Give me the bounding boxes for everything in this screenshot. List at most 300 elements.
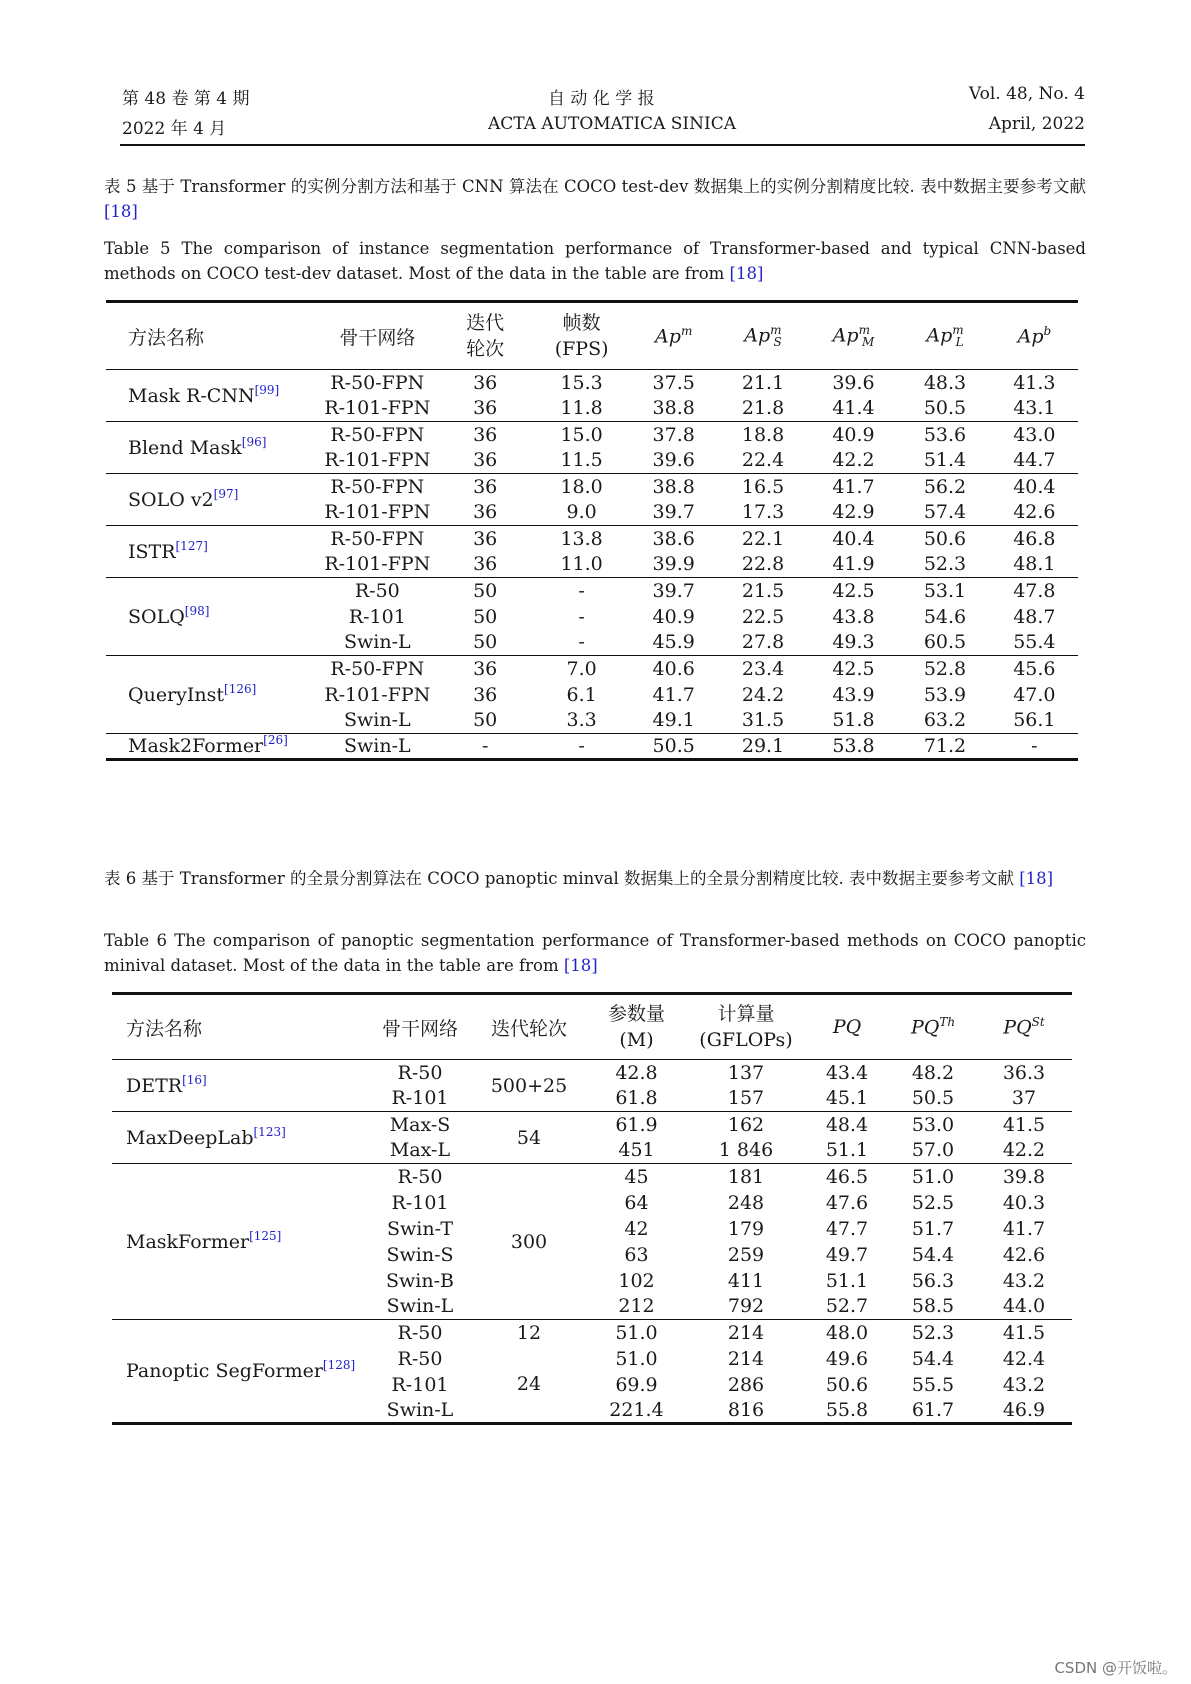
table6-cell: 50.6: [825, 1373, 869, 1396]
table5-cell: 11.8: [560, 397, 603, 420]
table5-cell: R-101-FPN: [324, 501, 431, 524]
table-row: [106, 656, 1078, 682]
table6-method-cell: [112, 1164, 367, 1320]
header-volume-cn: 第 48 卷 第 4 期: [122, 89, 250, 109]
table6-cell: 51.1: [825, 1139, 869, 1162]
table6-method-cell-label: MaskFormer: [126, 1230, 250, 1253]
table5-cell: 39.7: [652, 501, 695, 524]
table6-method-cell-ref[interactable]: [16]: [182, 1072, 207, 1087]
table5-method-cell-ref[interactable]: [97]: [213, 486, 239, 501]
table5-method-cell-ref[interactable]: [98]: [184, 603, 210, 618]
table6-cell: 214: [727, 1321, 765, 1344]
table6-cell: 51.0: [615, 1321, 658, 1344]
table5-caption-en-text: Table 5 The comparison of instance segmentation performance of Transformer-based and typical CNN-based methods on COCO test-dev dataset. Most of the data in the table are from: [104, 239, 1086, 283]
table6-epochs-cell: 500+25: [490, 1074, 568, 1097]
table5-header-backbone: 骨干网络: [339, 326, 416, 349]
table6-cell: 43.4: [825, 1061, 869, 1084]
table6-epochs-cell: 12: [516, 1321, 542, 1344]
table6-cell: 42.2: [1002, 1139, 1046, 1162]
table5-cell: Swin-L: [344, 631, 411, 654]
table6-cell: 42.4: [1002, 1347, 1046, 1370]
table5-cell: 40.9: [832, 423, 875, 446]
table5-cell: 54.6: [923, 605, 967, 628]
table5-cell: 40.6: [652, 657, 695, 680]
table5-cell: -: [578, 579, 585, 602]
table5-cell: -: [481, 735, 489, 757]
table5-cell: 52.8: [923, 657, 967, 680]
table5-cell: 43.0: [1013, 423, 1056, 446]
table6-cell: 46.5: [825, 1165, 869, 1188]
table5-cell: 42.5: [832, 579, 875, 602]
table6-cell: 50.5: [911, 1087, 955, 1110]
table6-cell: 179: [727, 1217, 765, 1240]
table6-cell: 52.3: [911, 1321, 955, 1344]
table5-cell: 55.4: [1013, 631, 1056, 654]
table5-cell: 15.3: [560, 371, 603, 394]
table5-header-ap-l-base: Ap: [926, 324, 953, 347]
table6-cell: 42.8: [615, 1061, 658, 1084]
table6-header-flops: [688, 994, 804, 1060]
table5-method-cell-label: SOLO v2: [128, 488, 214, 511]
table5-cell: 45.6: [1013, 657, 1056, 680]
table5-cell: 27.8: [741, 631, 785, 654]
table5-header-ap-s: [718, 302, 807, 370]
table5-method-cell: [106, 370, 318, 422]
table5-method-cell: [106, 526, 318, 578]
table5-cell: 11.5: [560, 449, 603, 472]
table6-cell: 137: [727, 1061, 765, 1084]
table6-caption-en-ref[interactable]: [18]: [563, 956, 598, 975]
table6-cell: 52.7: [825, 1295, 869, 1318]
table5-header-ap-m: [808, 302, 900, 370]
table5-header-ap-l-sub: L: [955, 335, 964, 350]
table6-cell: Swin-L: [386, 1295, 454, 1318]
table5-cell: 36: [473, 501, 498, 524]
table6-cell: 53.0: [911, 1113, 955, 1136]
table6-caption-cn-text: 表 6 基于 Transformer 的全景分割算法在 COCO panoptic minval 数据集上的全景分割精度比较. 表中数据主要参考文献: [104, 869, 1014, 888]
table5-method-cell: [106, 734, 318, 760]
table5-cell: 31.5: [741, 709, 785, 732]
table6-header-params-line1: 参数量: [607, 1003, 665, 1025]
table5-cell: 50: [473, 631, 498, 654]
table5-method-cell-ref[interactable]: [26]: [263, 733, 288, 747]
table5-header-ap-s-sub: S: [773, 335, 782, 350]
table6-cell: R-50: [397, 1347, 443, 1370]
table5-header-ap: [629, 302, 718, 370]
table5-cell: 22.4: [741, 449, 785, 472]
table6-header-pq-st-sup: St: [1031, 1015, 1045, 1030]
table5-cell: 57.4: [923, 501, 967, 524]
table6-cell: 42.6: [1002, 1243, 1046, 1266]
table6-caption-cn: [104, 866, 1086, 891]
table6-method-cell: [112, 1112, 367, 1164]
table5-cell: 36: [473, 527, 498, 550]
table5-header-ap-m-sup: m: [858, 322, 870, 337]
table6-cell: R-50: [397, 1321, 443, 1344]
table6-header-backbone: 骨干网络: [381, 1017, 458, 1040]
table5-cell: 36: [473, 683, 498, 706]
table5-method-cell-ref[interactable]: [127]: [175, 538, 208, 553]
table5-cell: 63.2: [923, 709, 967, 732]
table5-method-cell-label: QueryInst: [128, 683, 225, 706]
table6-cell: 57.0: [911, 1139, 955, 1162]
table5-cell: 37.5: [652, 371, 695, 394]
table5-header-ap-base: Ap: [655, 325, 681, 348]
table5-caption-en-ref[interactable]: [18]: [729, 264, 764, 283]
table6-cell: 36.3: [1002, 1061, 1046, 1084]
table6-cell: 61.9: [615, 1113, 658, 1136]
table5-cell: 39.9: [652, 553, 695, 576]
table5-cell: -: [578, 735, 585, 757]
table5-cell: 49.1: [652, 709, 695, 732]
table5-header-ap-b-base: Ap: [1017, 325, 1044, 348]
table6-method-cell-label: DETR: [126, 1074, 183, 1097]
table6-method-cell-ref[interactable]: [125]: [249, 1228, 282, 1243]
table5-cell: -: [578, 605, 585, 628]
table5-cell: 24.2: [741, 683, 785, 706]
table6-cell: 286: [727, 1373, 765, 1396]
table5-cell: 22.1: [741, 527, 785, 550]
table5-cell: 36: [473, 475, 498, 498]
table6-method-cell: [112, 1320, 367, 1424]
table5-method-cell-ref[interactable]: [99]: [254, 382, 280, 397]
table5-cell: 60.5: [923, 631, 967, 654]
table5-cell: 18.8: [741, 423, 785, 446]
table5-cell: R-50-FPN: [330, 475, 425, 498]
table5-cell: 38.8: [652, 475, 695, 498]
table5-cell: 48.3: [923, 371, 967, 394]
table5-cell: 43.9: [832, 683, 875, 706]
table5-cell: 9.0: [566, 501, 597, 524]
table5-cell: 29.1: [741, 735, 785, 757]
table5-method-cell: [106, 656, 318, 734]
table6-header-row: [112, 994, 1072, 1060]
table6-cell: 47.6: [825, 1191, 869, 1214]
table6-cell: 51.0: [911, 1165, 955, 1188]
table5-cell: 71.2: [923, 735, 967, 757]
table6-cell: 212: [618, 1295, 655, 1318]
table5-method-cell-ref[interactable]: [96]: [241, 434, 267, 449]
table5-cell: 43.1: [1013, 397, 1056, 420]
table6-cell: Swin-S: [386, 1243, 454, 1266]
table6-body: [112, 1060, 1072, 1424]
table6-cell: 48.0: [825, 1321, 869, 1344]
table6: [112, 992, 1072, 1425]
table5-method-cell: [106, 474, 318, 526]
table6-cell: R-101: [391, 1373, 449, 1396]
table6-cell: Swin-B: [386, 1269, 454, 1292]
table5-header-ap-s-sup: m: [770, 322, 782, 337]
table6-cell: 162: [727, 1113, 765, 1136]
table6-header-flops-line1: 计算量: [717, 1003, 775, 1025]
table6-cell: 45.1: [825, 1087, 869, 1110]
table5-cell: 50.6: [923, 527, 967, 550]
table5-cell: -: [578, 631, 585, 654]
table6-header-pq-th-base: PQ: [910, 1016, 940, 1039]
table5-header-ap-sup: m: [680, 324, 693, 339]
table5-cell: 36: [473, 423, 498, 446]
table5-caption-cn-ref[interactable]: [18]: [104, 202, 138, 221]
table5-cell: R-50-FPN: [330, 527, 425, 550]
table5-cell: 47.0: [1013, 683, 1056, 706]
table5-cell: 41.3: [1013, 371, 1056, 394]
table5-cell: 53.6: [923, 423, 967, 446]
table5-header-ap-l: [899, 302, 991, 370]
table5-cell: 21.5: [741, 579, 785, 602]
table5-cell: 52.3: [923, 553, 967, 576]
table5-cell: Swin-L: [344, 735, 411, 757]
table5-method-cell-label: SOLQ: [128, 605, 185, 628]
table5-cell: R-101-FPN: [324, 683, 431, 706]
table5-cell: 40.4: [1013, 475, 1056, 498]
table5-cell: 48.1: [1013, 553, 1056, 576]
table6-method-cell-label: Panoptic SegFormer: [126, 1360, 323, 1382]
table5-cell: 23.4: [741, 657, 785, 680]
table5-cell: 41.7: [832, 475, 875, 498]
table-row: [112, 1112, 1072, 1138]
table6-cell: 44.0: [1002, 1295, 1046, 1318]
table5-cell: 38.6: [652, 527, 695, 550]
table6-cell: 46.9: [1002, 1398, 1046, 1421]
table6-cell: 48.4: [825, 1113, 869, 1136]
table6-cell: 63: [624, 1243, 649, 1266]
table6-method-cell-ref[interactable]: [128]: [322, 1358, 356, 1372]
table6-header-pq-th-sup: Th: [939, 1015, 956, 1030]
table5-header-fps: [534, 302, 629, 370]
table6-cell: 55.8: [825, 1398, 869, 1421]
table5-cell: 41.4: [832, 397, 875, 420]
table5-cell: 49.3: [832, 631, 875, 654]
table5-cell: 48.7: [1013, 605, 1056, 628]
table5-cell: 36: [473, 397, 498, 420]
header-journal-en: ACTA AUTOMATICA SINICA: [488, 114, 736, 134]
table-row: [106, 526, 1078, 552]
table5-cell: 39.6: [832, 371, 875, 394]
table5-cell: 42.6: [1013, 501, 1056, 524]
table6-cell: 69.9: [615, 1373, 658, 1396]
table5-body: [106, 370, 1078, 760]
header-date-en: April, 2022: [988, 114, 1085, 134]
table5-cell: 39.6: [652, 449, 695, 472]
table5-cell: R-50-FPN: [330, 423, 425, 446]
table5-cell: 41.7: [652, 683, 695, 706]
table5-cell: 17.3: [741, 501, 785, 524]
table5-header-ap-b: [991, 302, 1078, 370]
table-row: [106, 734, 1078, 760]
table6-header-params: [585, 994, 688, 1060]
table5-header-epochs: [436, 302, 534, 370]
table5-method-cell-ref[interactable]: [126]: [224, 681, 257, 696]
table6-header-epochs: 迭代轮次: [490, 1017, 567, 1040]
table5-method-cell-label: ISTR: [128, 540, 176, 563]
table5-header-epochs-line2: 轮次: [466, 338, 505, 360]
table5-cell: 51.4: [923, 449, 967, 472]
table5-cell: 53.1: [923, 579, 967, 602]
table5-header-fps-line1: 帧数: [562, 312, 601, 334]
table6-method-cell-ref[interactable]: [123]: [253, 1124, 286, 1139]
table6-cell: 52.5: [911, 1191, 955, 1214]
table5-cell: 50: [473, 579, 498, 602]
table6-cell: 43.2: [1002, 1373, 1046, 1396]
table6-cell: 51.0: [615, 1347, 658, 1370]
table5-cell: -: [1031, 735, 1038, 757]
table5-cell: 56.1: [1013, 709, 1056, 732]
table5-header-method: 方法名称: [128, 326, 205, 349]
table6-cell: 58.5: [911, 1295, 955, 1318]
table5-caption-cn: [104, 174, 1086, 224]
table6-cell: 64: [624, 1191, 649, 1214]
table6-caption-en-text: Table 6 The comparison of panoptic segmentation performance of Transformer-based methods on COCO panoptic minival dataset. Most of the data in the table are from: [104, 931, 1086, 975]
table5-cell: 41.9: [832, 553, 875, 576]
table6-cell: 61.7: [911, 1398, 955, 1421]
table5-cell: R-50: [354, 579, 400, 602]
table6-header-flops-line2: (GFLOPs): [699, 1029, 793, 1051]
table6-epochs-cell: 24: [516, 1372, 542, 1395]
table6-caption-en: [104, 928, 1086, 978]
table6-cell: R-101: [391, 1087, 449, 1110]
table5-caption-en: [104, 236, 1086, 286]
table6-cell: 248: [727, 1191, 765, 1214]
table6-cell: 181: [727, 1165, 765, 1188]
table6-cell: 49.6: [825, 1347, 869, 1370]
table6-cell: R-50: [397, 1061, 443, 1084]
table5-header-ap-m-sub: M: [861, 335, 875, 350]
table6-cell: R-50: [397, 1165, 443, 1188]
table6-cell: 157: [727, 1087, 765, 1110]
table6-cell: 42: [624, 1217, 649, 1240]
table5-cell: 46.8: [1013, 527, 1056, 550]
table5-method-cell-label: Mask R-CNN: [128, 384, 255, 407]
table6-cell: 40.3: [1002, 1191, 1046, 1214]
table5-method-cell: [106, 422, 318, 474]
table5-cell: R-101-FPN: [324, 397, 431, 420]
table5-cell: R-50-FPN: [330, 657, 425, 680]
header-journal-cn: 自 动 化 学 报: [548, 89, 655, 109]
table6-cell: 214: [727, 1347, 765, 1370]
watermark: CSDN @开饭啦。: [1054, 1659, 1177, 1677]
table6-cell: 792: [727, 1295, 765, 1318]
table6-cell: 41.5: [1002, 1321, 1046, 1344]
table5-cell: 44.7: [1013, 449, 1056, 472]
table5: [106, 300, 1078, 761]
table5-cell: 47.8: [1013, 579, 1056, 602]
table6-cell: 54.4: [911, 1243, 955, 1266]
table6-header-pq-th: [890, 994, 976, 1060]
table5-method-cell-label: Mask2Former: [128, 735, 264, 757]
table5-cell: 45.9: [652, 631, 695, 654]
table5-cell: 42.2: [832, 449, 875, 472]
table6-method-cell-label: MaxDeepLab: [126, 1126, 254, 1149]
table5-cell: 40.9: [652, 605, 695, 628]
table6-header-params-line2: (M): [619, 1029, 654, 1051]
table5-cell: 21.1: [741, 371, 785, 394]
table5-cell: 3.3: [566, 709, 597, 732]
table6-cell: 54.4: [911, 1347, 955, 1370]
table6-cell: R-101: [391, 1191, 449, 1214]
table6-cell: 259: [727, 1243, 765, 1266]
table5-cell: 53.8: [832, 735, 875, 757]
table6-cell: 61.8: [615, 1087, 658, 1110]
table6-cell: 51.7: [911, 1217, 955, 1240]
table-row: [106, 578, 1078, 604]
table5-header-ap-m-base: Ap: [832, 324, 859, 347]
table5-cell: 22.8: [741, 553, 785, 576]
table-row: [112, 1164, 1072, 1190]
table5-method-cell: [106, 578, 318, 656]
table5-cell: 50.5: [923, 397, 967, 420]
table6-cell: 56.3: [911, 1269, 955, 1292]
table6-header-pq-st-base: PQ: [1003, 1016, 1032, 1039]
table6-cell: 47.7: [825, 1217, 869, 1240]
table5-cell: 22.5: [741, 605, 785, 628]
table-row: [112, 1060, 1072, 1086]
table6-cell: 1 846: [718, 1139, 774, 1162]
table5-cell: 21.8: [741, 397, 785, 420]
table5-cell: 56.2: [923, 475, 967, 498]
table6-cell: Max-S: [389, 1113, 451, 1136]
table5-cell: 11.0: [560, 553, 603, 576]
table-row: [106, 370, 1078, 396]
table6-cell: Swin-T: [386, 1217, 453, 1240]
table6-cell: 102: [618, 1269, 655, 1292]
table5-cell: 39.7: [652, 579, 695, 602]
table6-header-pq-st: [976, 994, 1072, 1060]
table6-method-cell: [112, 1060, 367, 1112]
table6-header-method: 方法名称: [126, 1017, 203, 1040]
table5-cell: 50: [473, 709, 498, 732]
table5-cell: 37.8: [652, 423, 695, 446]
table6-cell: 37: [1011, 1087, 1037, 1110]
table6-epochs-cell: 300: [510, 1230, 548, 1253]
table5-cell: 6.1: [566, 683, 597, 706]
header-volume-en: Vol. 48, No. 4: [968, 84, 1085, 104]
table5-cell: R-50-FPN: [330, 371, 425, 394]
table6-cell: Max-L: [389, 1139, 451, 1162]
table-row: [112, 1320, 1072, 1346]
table6-epochs-cell: 54: [516, 1126, 542, 1149]
table5-cell: 50: [473, 605, 498, 628]
table5-header-row: [106, 302, 1078, 370]
table6-cell: 411: [727, 1269, 765, 1292]
table6-cell: 39.8: [1002, 1165, 1046, 1188]
table6-cell: 45: [624, 1165, 649, 1188]
table6-cell: 221.4: [609, 1398, 664, 1421]
header-rule: [120, 144, 1085, 146]
table5-cell: 51.8: [832, 709, 875, 732]
table5-cell: 7.0: [566, 657, 597, 680]
table5-cell: R-101-FPN: [324, 449, 431, 472]
table5-cell: 36: [473, 657, 498, 680]
table5-cell: R-101: [348, 605, 406, 628]
header-date-cn: 2022 年 4 月: [122, 119, 227, 139]
table6-caption-cn-ref[interactable]: [18]: [1019, 869, 1054, 888]
table5-cell: 36: [473, 449, 498, 472]
table6-cell: 41.5: [1002, 1113, 1046, 1136]
table-row: [106, 474, 1078, 500]
table5-cell: R-101-FPN: [324, 553, 431, 576]
table5-cell: 15.0: [560, 423, 603, 446]
table6-cell: 49.7: [825, 1243, 869, 1266]
table5-cell: 42.5: [832, 657, 875, 680]
table5-header-epochs-line1: 迭代: [466, 312, 505, 334]
table5-header-ap-s-base: Ap: [744, 324, 771, 347]
table6-cell: 43.2: [1002, 1269, 1046, 1292]
table5-cell: 13.8: [560, 527, 603, 550]
table5-cell: 50.5: [652, 735, 695, 757]
table5-cell: 43.8: [832, 605, 875, 628]
table5-cell: Swin-L: [344, 709, 411, 732]
table5-header-ap-b-sup: b: [1043, 324, 1052, 339]
